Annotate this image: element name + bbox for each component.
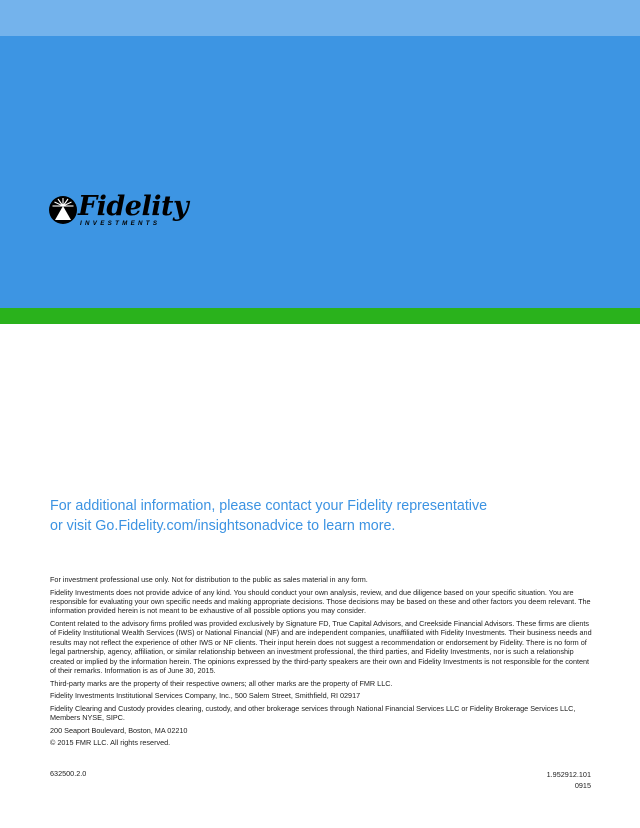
legal-paragraph: Content related to the advisory firms profiled was provided exclusively by Signature FD, True Capital Advisors, and Creekside Financial Advisors. These firms are clients of Fidelity Institutional Wealth Services (IWS) or National Financial (NF) and are independent companies, unaffiliated with Fidelity Investments. Their business needs and results may not reflect the experience of other IWS or NF clients. Their input herein does not suggest a recommendation or endorsement by Fidelity. There is no form of legal partnership, agency, affiliation, or similar relationship between an investment professional, the third parties, and Fidelity Investments, nor is such a relationship created or implied by the information herein. The opinions expressed by the third-party speakers are their own and Fidelity Investments is not responsible for the content of their remarks. Information is as of June 30, 2015. [50, 619, 592, 676]
blue-band [0, 36, 640, 308]
legal-paragraph: © 2015 FMR LLC. All rights reserved. [50, 738, 171, 748]
legal-paragraph: 200 Seaport Boulevard, Boston, MA 02210 [50, 725, 188, 735]
contact-message [50, 496, 610, 536]
logo-wordmark: Fidelity [78, 191, 189, 222]
green-bar [0, 308, 640, 324]
legal-paragraph: Third-party marks are the property of their respective owners; all other marks are the property of FMR LLC. [50, 678, 393, 688]
contact-line-2: or visit Go.Fidelity.com/insightsonadvice to learn more. [50, 518, 396, 534]
legal-paragraph: Fidelity Investments Institutional Services Company, Inc., 500 Salem Street, Smithfield, RI 02917 [50, 691, 361, 701]
legal-paragraph: Fidelity Investments does not provide advice of any kind. You should conduct your own analysis, review, and due diligence based on your specific situation. You are responsible for evaluating your own specific needs and making appropriate decisions. Those decisions may be based on these and other factors you deem relevant. The information provided herein is not meant to be exhaustive of all possible options you may consider. [50, 587, 591, 616]
document-number-date: 0915 [574, 781, 591, 790]
legal-paragraph: For investment professional use only. Not for distribution to the public as sales material in any form. [50, 575, 368, 584]
document-code: 632500.2.0 [50, 769, 87, 778]
pyramid-emblem-icon [48, 195, 78, 225]
legal-disclosures [50, 575, 595, 751]
document-number-main: 1.952912.101 [546, 770, 591, 779]
legal-paragraph: Fidelity Clearing and Custody provides clearing, custody, and other brokerage services through National Financial Services LLC or Fidelity Brokerage Services LLC, Members NYSE, SIPC. [50, 703, 576, 723]
contact-line-1: For additional information, please contact your Fidelity representative [50, 498, 488, 514]
logo-subtitle: INVESTMENTS [80, 220, 161, 227]
top-stripe [0, 0, 640, 36]
document-number [547, 769, 591, 791]
